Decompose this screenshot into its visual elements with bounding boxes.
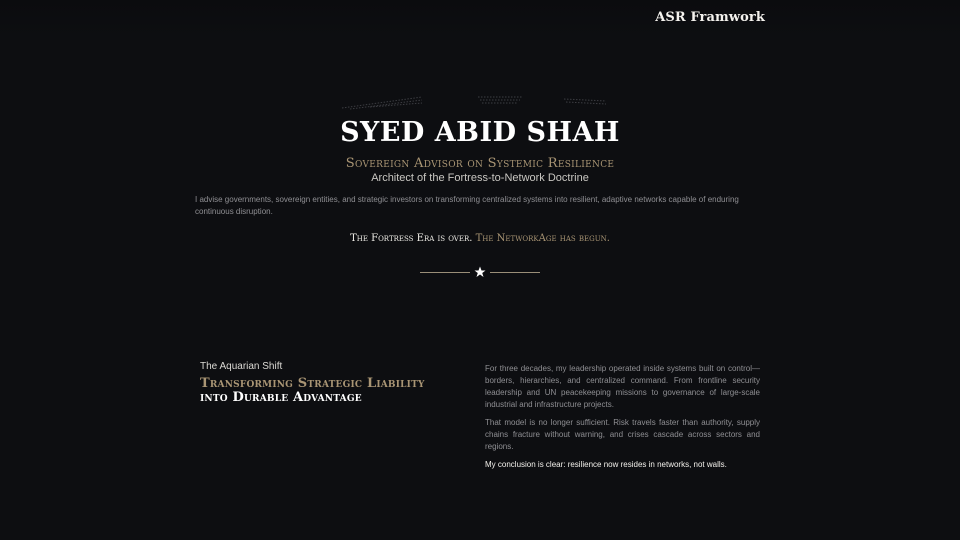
tagline-part-1: The Fortress Era is over.	[350, 233, 473, 244]
hero-name: SYED ABID SHAH	[340, 117, 620, 148]
hero-decorative-pattern	[330, 94, 630, 112]
body-paragraph-1: For three decades, my leadership operated inside systems built on control—borders, hierarchies, and centralized command. From frontline security leadership and UN peacekeeping missions to governance of large-scale industrial and infrastructure projects.	[485, 364, 760, 409]
star-icon	[474, 266, 486, 278]
section-heading-line-1: Transforming Strategic Liability	[200, 376, 425, 391]
section-divider	[420, 266, 540, 280]
hero-title: Sovereign Advisor on Systemic Resilience	[345, 156, 615, 171]
hero-description: I advise governments, sovereign entities, and strategic investors on transforming centralized systems into resilient, adaptive networks capable of enduring continuous disruption.	[195, 195, 739, 216]
section-label: The Aquarian Shift	[200, 361, 283, 372]
divider-line-left	[420, 272, 470, 273]
top-navigation-bar	[0, 0, 960, 36]
brand-logo-text[interactable]: ASR Framwork	[655, 10, 765, 25]
body-paragraph-2: That model is no longer sufficient. Risk travels faster than authority, supply chains fracture without warning, and crises cascade across sectors and regions.	[485, 418, 760, 451]
tagline-part-2: The NetworkAge has begun.	[475, 233, 610, 244]
hero-tagline	[0, 233, 960, 244]
section-heading-line-2: into Durable Advantage	[200, 390, 362, 405]
divider-line-right	[490, 272, 540, 273]
hero-subtitle: Architect of the Fortress-to-Network Doctrine	[371, 172, 589, 184]
body-conclusion: My conclusion is clear: resilience now resides in networks, not walls.	[485, 460, 727, 469]
section-body	[485, 363, 760, 477]
